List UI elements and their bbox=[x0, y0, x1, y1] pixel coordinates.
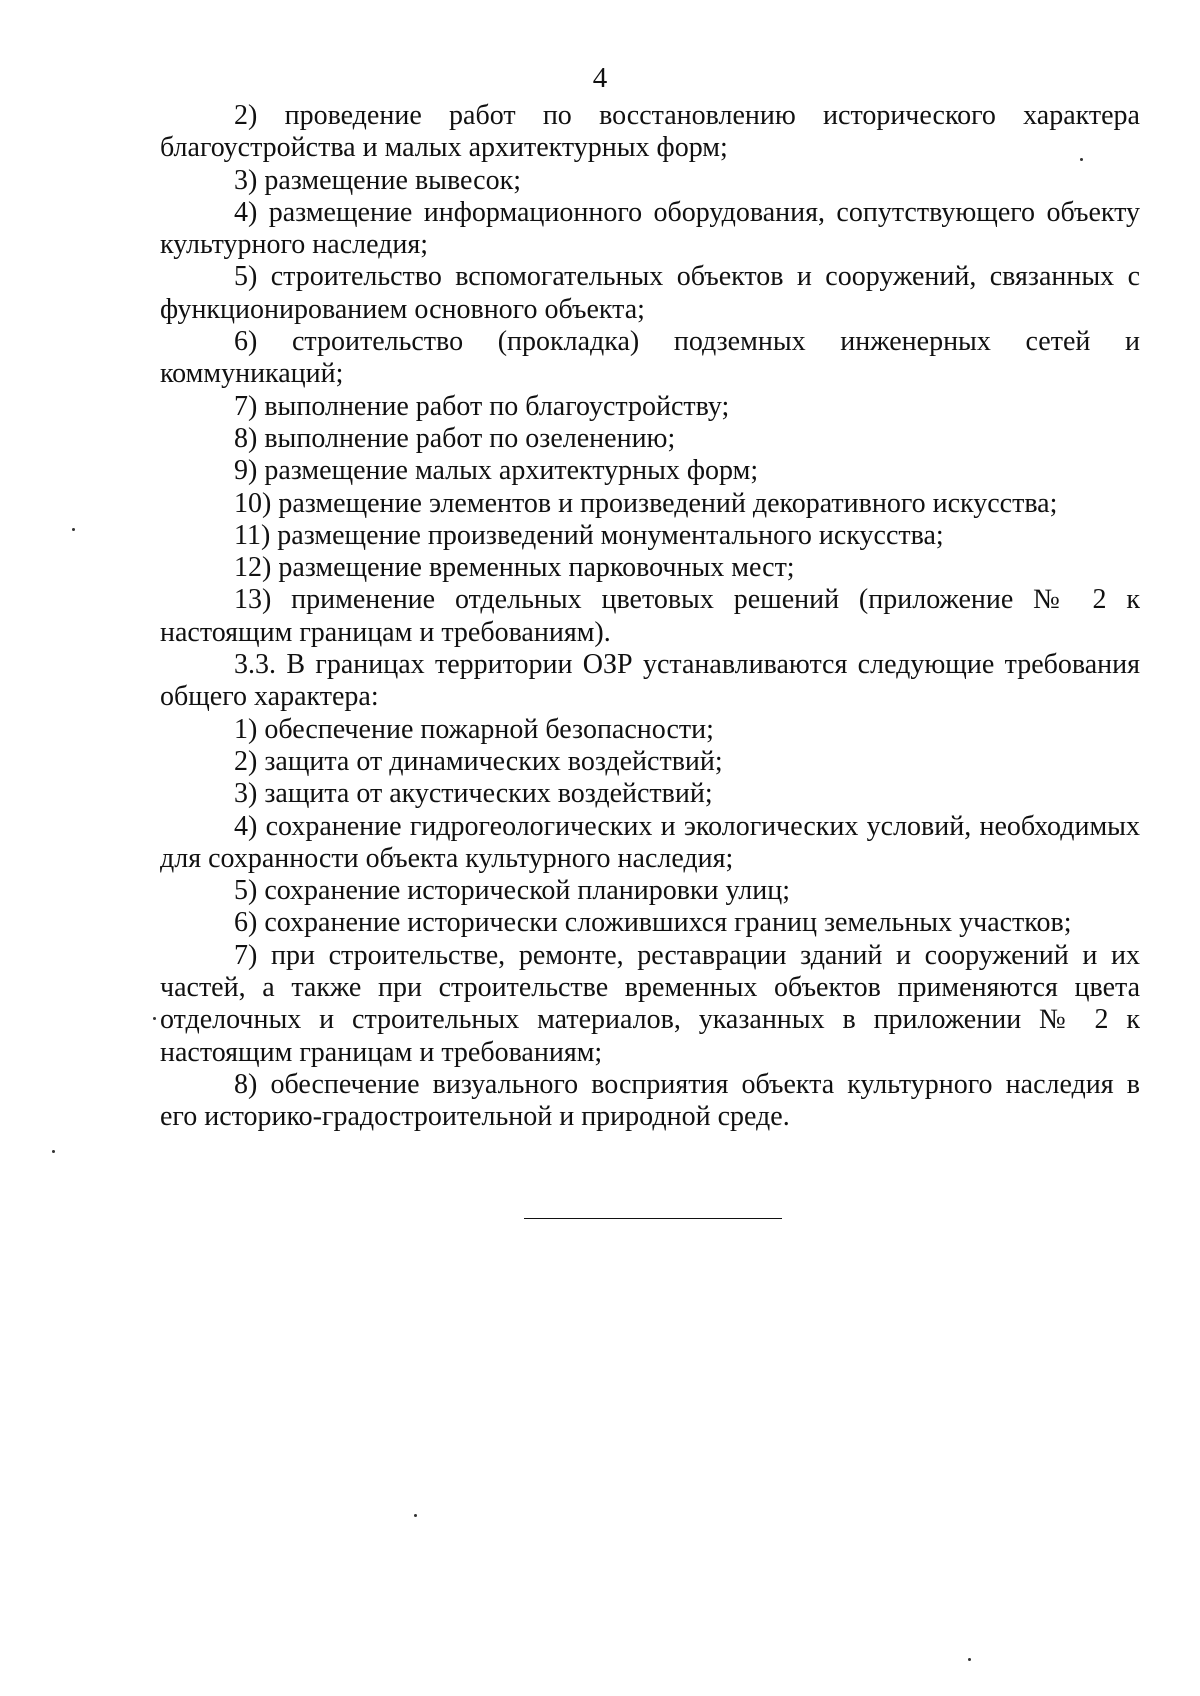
list-item: 4) размещение информационного оборудования, сопутствующего объекту культурного наследия; bbox=[160, 196, 1140, 261]
list-item: 10) размещение элементов и произведений декоративного искусства; bbox=[234, 487, 1058, 519]
list-item: 6) строительство (прокладка) подземных инженерных сетей и коммуникаций; bbox=[160, 326, 1140, 390]
list-item: 12) размещение временных парковочных мест; bbox=[234, 552, 795, 584]
list-item: 8) выполнение работ по озеленению; bbox=[234, 422, 676, 454]
list-item: 13) применение отдельных цветовых решений (приложение № 2 к настоящим границам и требованиям). bbox=[160, 584, 1140, 648]
scan-speck bbox=[52, 1150, 55, 1153]
closing-divider bbox=[524, 1218, 782, 1219]
list-item: 7) при строительстве, ремонте, реставрации зданий и сооружений и их частей, а также при строительстве временных объектов применяются цвета отделочных и строительных материалов, указанных в приложении № 2 к настоящим границам и требованиям; bbox=[160, 939, 1140, 1068]
list-item: 4) сохранение гидрогеологических и экологических условий, необходимых для сохранности объекта культурного наследия; bbox=[160, 810, 1140, 874]
list-item: 6) сохранение исторически сложившихся границ земельных участков; bbox=[234, 907, 1072, 939]
list-item: 8) обеспечение визуального восприятия объекта культурного наследия в его историко-градостроительной и природной среде. bbox=[160, 1068, 1140, 1133]
list-item: 3) размещение вывесок; bbox=[234, 164, 521, 196]
list-item: 9) размещение малых архитектурных форм; bbox=[234, 455, 759, 487]
scan-speck bbox=[153, 1017, 156, 1020]
scan-speck bbox=[968, 1658, 971, 1661]
section-paragraph: 3.3. В границах территории ОЗР устанавливаются следующие требования общего характера: bbox=[160, 649, 1140, 713]
scan-speck bbox=[1080, 158, 1083, 161]
page-number: 4 bbox=[592, 62, 608, 94]
list-item: 7) выполнение работ по благоустройству; bbox=[234, 390, 730, 422]
scan-speck bbox=[72, 528, 75, 531]
list-item: 11) размещение произведений монументального искусства; bbox=[234, 519, 944, 551]
list-item: 5) сохранение исторической планировки улиц; bbox=[234, 875, 791, 907]
list-item: 2) проведение работ по восстановлению исторического характера благоустройства и малых архитектурных форм; bbox=[160, 100, 1140, 164]
document-body bbox=[160, 100, 1140, 1134]
scan-speck bbox=[414, 1514, 417, 1517]
list-item: 5) строительство вспомогательных объектов и сооружений, связанных с функционированием основного объекта; bbox=[160, 261, 1140, 325]
list-item: 1) обеспечение пожарной безопасности; bbox=[234, 713, 714, 745]
list-item: 3) защита от акустических воздействий; bbox=[234, 778, 713, 810]
list-item: 2) защита от динамических воздействий; bbox=[234, 745, 723, 777]
